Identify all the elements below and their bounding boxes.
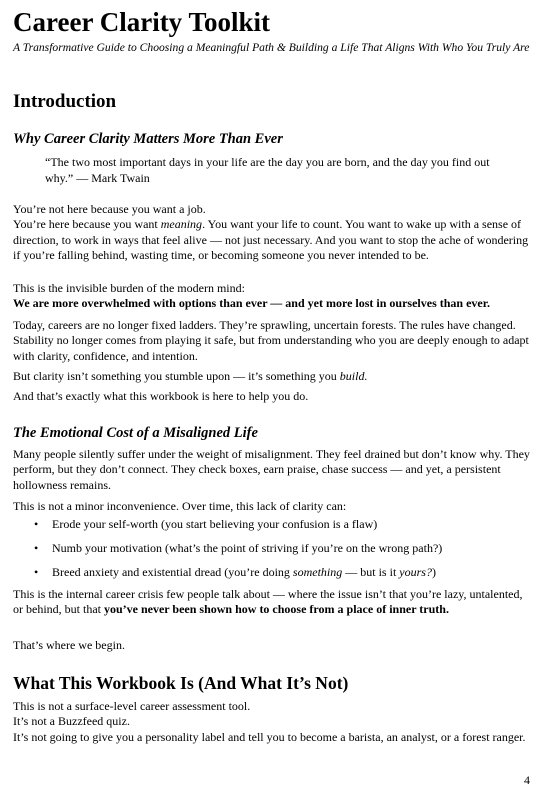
intro-meaning-rest: . You want your life to count. You want to wake up with a sense of direction, to work in ways that feel alive — not just necessary. And you want to stop the ache of wondering if you’re falling behind, wasting time, or becoming someone you never intended to be. [13,217,529,262]
clarity-lead: But clarity isn’t something you stumble upon — it’s something you [13,369,340,383]
dread-something: something [292,565,343,579]
list-item: • Numb your motivation (what’s the point of striving if you’re on the wrong path?) [34,541,534,565]
intro-paragraph-5: And that’s exactly what this workbook is here to help you do. [13,389,309,403]
document-title: Career Clarity Toolkit [13,7,270,37]
document-subtitle: A Transformative Guide to Choosing a Meaningful Path & Building a Life That Aligns With Who You Truly Are [13,41,530,54]
workbook-line-2: It’s not a Buzzfeed quiz. [13,714,130,729]
emotional-paragraph-1: Many people silently suffer under the weight of misalignment. They feel drained but don’t know why. They perform, but they don’t connect. They check boxes, earn praise, chase success — and yet, a persistent hollowness remains. [13,447,530,492]
list-item [34,565,534,589]
workbook-heading: What This Workbook Is (And What It’s Not) [13,673,349,693]
introduction-heading: Introduction [13,91,117,112]
emotional-paragraph-3 [13,587,533,618]
workbook-line-1: This is not a surface-level career assessment tool. [13,699,251,713]
misalignment-effects-list [34,517,534,589]
intro-line-job: You’re not here because you want a job. [13,202,206,216]
crisis-lead: This is the internal career crisis few people talk about — where the issue isn’t that you’re lazy, untalented, or behind, but that [13,587,523,617]
intro-paragraph-3: Today, careers are no longer fixed ladders. They’re sprawling, uncertain forests. The rules have changed. Stability no longer comes from playing it safe, but from understanding who you are deeply enough to adapt with clarity, confidence, and intention. [13,318,529,363]
intro-paragraph-2 [13,281,533,312]
dread-lead: Breed anxiety and existential dread (you’re doing [52,565,293,579]
why-heading: Why Career Clarity Matters More Than Ever [13,131,283,147]
intro-paragraph-4 [13,369,533,384]
dread-yours: yours? [399,565,432,579]
list-item: • Erode your self-worth (you start believing your confusion is a flaw) [34,517,534,541]
workbook-paragraph [13,699,533,745]
crisis-bold: you’ve never been shown how to choose from a place of inner truth. [103,602,449,617]
dread-middle: — but is it [342,565,400,579]
overwhelmed-statement: We are more overwhelmed with options than ever — and yet more lost in ourselves than ever. [13,296,490,311]
clarity-build-word: build. [339,369,368,383]
intro-meaning-word: meaning [160,217,203,232]
emotional-paragraph-2: This is not a minor inconvenience. Over time, this lack of clarity can: [13,499,347,513]
intro-line-meaning [13,217,533,263]
intro-meaning-lead: You’re here because you want [13,217,161,232]
emotional-cost-heading: The Emotional Cost of a Misaligned Life [13,425,258,441]
intro-paragraph-1 [13,202,533,263]
burden-line: This is the invisible burden of the modern mind: [13,281,245,295]
dread-end: ) [431,565,436,579]
page-number: 4 [524,773,530,787]
workbook-line-3: It’s not going to give you a personality label and tell you to become a barista, an analyst, or a forest ranger. [13,729,526,744]
emotional-paragraph-4: That’s where we begin. [13,638,125,652]
mark-twain-quote: “The two most important days in your life are the day you are born, and the day you find out why.” — Mark Twain [45,155,490,185]
